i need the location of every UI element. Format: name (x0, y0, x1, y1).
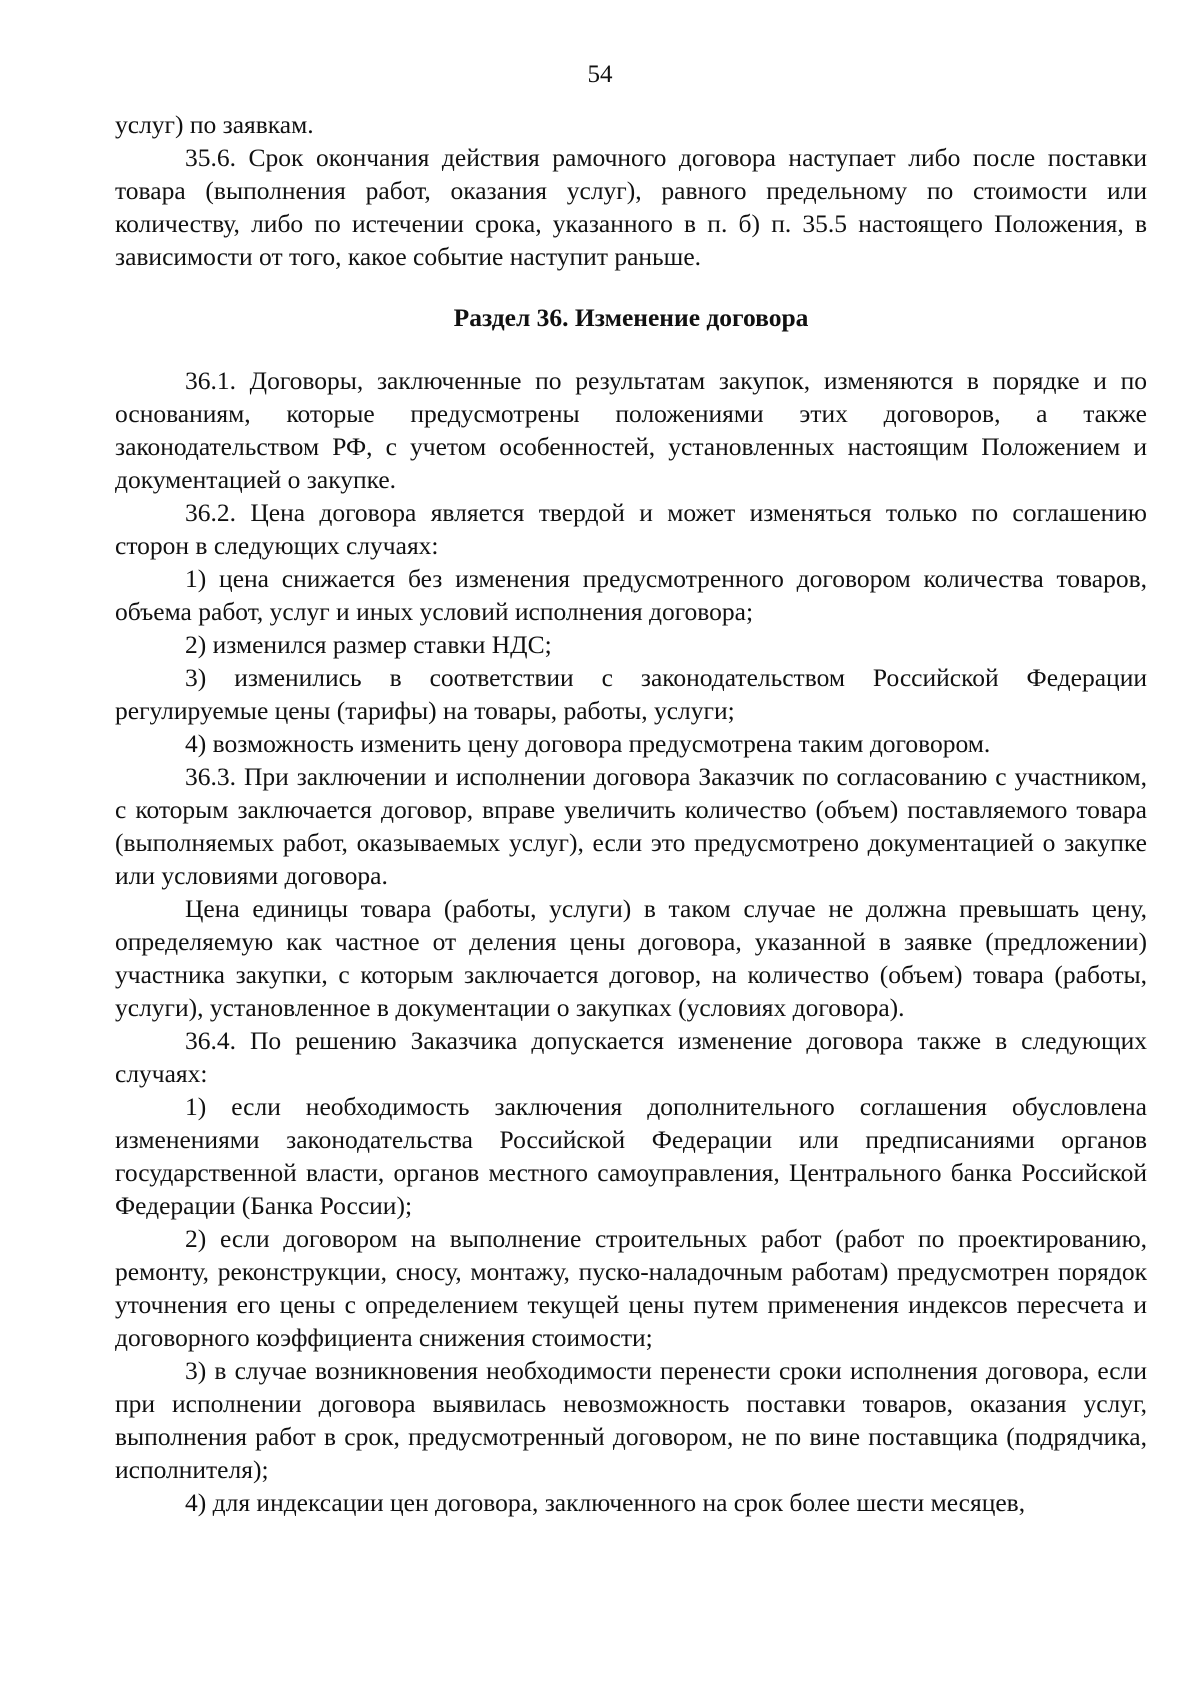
paragraph-36-3-unit-price: Цена единицы товара (работы, услуги) в таком случае не должна превышать цену, определяемую как частное от деления цены договора, указанной в заявке (предложении) участника закупки, с которым заключается договор, на количество (объем) товара (работы, услуги), установленное в документации о закупках (условиях договора). (115, 894, 1147, 1022)
paragraph-continuation: услуг) по заявкам. (115, 110, 314, 139)
list-item-36-2-1: 1) цена снижается без изменения предусмотренного договором количества товаров, объема работ, услуг и иных условий исполнения договора; (115, 564, 1147, 626)
list-item-36-2-3: 3) изменились в соответствии с законодательством Российской Федерации регулируемые цены (тарифы) на товары, работы, услуги; (115, 663, 1147, 725)
paragraph-36-2: 36.2. Цена договора является твердой и может изменяться только по соглашению сторон в следующих случаях: (115, 498, 1147, 560)
list-item-36-4-4: 4) для индексации цен договора, заключенного на срок более шести месяцев, (185, 1488, 1026, 1517)
paragraph-36-1: 36.1. Договоры, заключенные по результатам закупок, изменяются в порядке и по основаниям, которые предусмотрены положениями этих договоров, а также законодательством РФ, с учетом особенностей, установленных настоящим Положением и документацией о закупке. (115, 366, 1147, 494)
document-body (115, 108, 1147, 1519)
paragraph-36-4: 36.4. По решению Заказчика допускается изменение договора также в следующих случаях: (115, 1026, 1147, 1088)
page-number: 54 (587, 61, 613, 88)
list-item-36-2-4: 4) возможность изменить цену договора предусмотрена таким договором. (185, 729, 991, 758)
list-item-36-4-1: 1) если необходимость заключения дополнительного соглашения обусловлена изменениями законодательства Российской Федерации или предписаниями органов государственной власти, органов местного самоуправления, Центрального банка Российской Федерации (Банка России); (115, 1092, 1147, 1220)
list-item-36-2-2: 2) изменился размер ставки НДС; (185, 630, 552, 659)
paragraph-36-3: 36.3. При заключении и исполнении договора Заказчик по согласованию с участником, с которым заключается договор, вправе увеличить количество (объем) поставляемого товара (выполняемых работ, оказываемых услуг), если это предусмотрено документацией о закупке или условиями договора. (115, 762, 1147, 890)
paragraph-35-6: 35.6. Срок окончания действия рамочного договора наступает либо после поставки товара (выполнения работ, оказания услуг), равного предельному по стоимости или количеству, либо по истечении срока, указанного в п. б) п. 35.5 настоящего Положения, в зависимости от того, какое событие наступит раньше. (115, 143, 1147, 271)
list-item-36-4-2: 2) если договором на выполнение строительных работ (работ по проектированию, ремонту, реконструкции, сносу, монтажу, пуско-наладочным работам) предусмотрен порядок уточнения его цены с определением текущей цены путем применения индексов пересчета и договорного коэффициента снижения стоимости; (115, 1224, 1147, 1352)
list-item-36-4-3: 3) в случае возникновения необходимости перенести сроки исполнения договора, если при исполнении договора выявилась невозможность поставки товаров, оказания услуг, выполнения работ в срок, предусмотренный договором, не по вине поставщика (подрядчика, исполнителя); (115, 1356, 1147, 1484)
section-heading: Раздел 36. Изменение договора (453, 303, 809, 332)
